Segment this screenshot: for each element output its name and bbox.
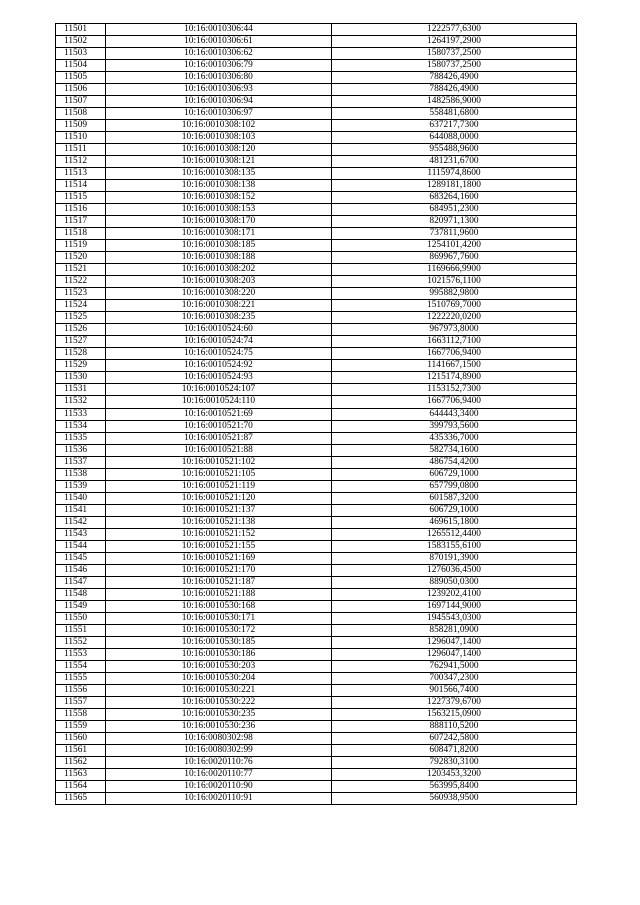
table-row — [56, 120, 577, 132]
table-row — [56, 276, 577, 288]
cadastral-number-cell: 10:16:0010306:80 — [106, 72, 332, 84]
cadastral-number-cell: 10:16:0010308:185 — [106, 240, 332, 252]
table-row — [56, 708, 577, 720]
row-number-cell: 11516 — [56, 204, 106, 216]
value-cell: 1945543,0300 — [332, 612, 577, 624]
table-row — [56, 672, 577, 684]
value-cell: 1254101,4200 — [332, 240, 577, 252]
table-row — [56, 216, 577, 228]
table-row — [56, 540, 577, 552]
value-cell: 1289181,1800 — [332, 180, 577, 192]
table-row — [56, 756, 577, 768]
value-cell: 1667706,9400 — [332, 396, 577, 408]
row-number-cell: 11540 — [56, 492, 106, 504]
row-number-cell: 11512 — [56, 156, 106, 168]
table-row — [56, 192, 577, 204]
value-cell: 1115974,8600 — [332, 168, 577, 180]
table-row — [56, 600, 577, 612]
cadastral-number-cell: 10:16:0020110:77 — [106, 768, 332, 780]
row-number-cell: 11506 — [56, 84, 106, 96]
cadastral-number-cell: 10:16:0010524:74 — [106, 336, 332, 348]
row-number-cell: 11535 — [56, 432, 106, 444]
row-number-cell: 11563 — [56, 768, 106, 780]
cadastral-number-cell: 10:16:0010521:188 — [106, 588, 332, 600]
table-row — [56, 480, 577, 492]
value-cell: 1153152,7300 — [332, 384, 577, 396]
row-number-cell: 11549 — [56, 600, 106, 612]
table-row — [56, 288, 577, 300]
cadastral-number-cell: 10:16:0020110:90 — [106, 780, 332, 792]
row-number-cell: 11544 — [56, 540, 106, 552]
value-cell: 820971,1300 — [332, 216, 577, 228]
value-cell: 606729,1000 — [332, 468, 577, 480]
value-cell: 1203453,3200 — [332, 768, 577, 780]
value-cell: 1227379,6700 — [332, 696, 577, 708]
row-number-cell: 11531 — [56, 384, 106, 396]
table-row — [56, 516, 577, 528]
cadastral-number-cell: 10:16:0010306:93 — [106, 84, 332, 96]
value-cell: 1215174,8900 — [332, 372, 577, 384]
row-number-cell: 11546 — [56, 564, 106, 576]
cadastral-number-cell: 10:16:0010530:222 — [106, 696, 332, 708]
row-number-cell: 11548 — [56, 588, 106, 600]
row-number-cell: 11547 — [56, 576, 106, 588]
cadastral-number-cell: 10:16:0010306:44 — [106, 24, 332, 36]
row-number-cell: 11509 — [56, 120, 106, 132]
cadastral-number-cell: 10:16:0010308:171 — [106, 228, 332, 240]
row-number-cell: 11561 — [56, 744, 106, 756]
cadastral-number-cell: 10:16:0020110:76 — [106, 756, 332, 768]
cadastral-number-cell: 10:16:0080302:99 — [106, 744, 332, 756]
value-cell: 1697144,9000 — [332, 600, 577, 612]
cadastral-number-cell: 10:16:0080302:98 — [106, 732, 332, 744]
value-cell: 608471,8200 — [332, 744, 577, 756]
row-number-cell: 11528 — [56, 348, 106, 360]
row-number-cell: 11503 — [56, 48, 106, 60]
row-number-cell: 11533 — [56, 408, 106, 420]
row-number-cell: 11539 — [56, 480, 106, 492]
value-cell: 1239202,4100 — [332, 588, 577, 600]
row-number-cell: 11513 — [56, 168, 106, 180]
value-cell: 1276036,4500 — [332, 564, 577, 576]
table-row — [56, 660, 577, 672]
cadastral-number-cell: 10:16:0010521:169 — [106, 552, 332, 564]
value-cell: 1169666,9900 — [332, 264, 577, 276]
cadastral-number-cell: 10:16:0010308:102 — [106, 120, 332, 132]
row-number-cell: 11529 — [56, 360, 106, 372]
cadastral-number-cell: 10:16:0010308:152 — [106, 192, 332, 204]
table-row — [56, 300, 577, 312]
value-cell: 481231,6700 — [332, 156, 577, 168]
value-cell: 582734,1600 — [332, 444, 577, 456]
value-cell: 657799,0800 — [332, 480, 577, 492]
value-cell: 1021576,1100 — [332, 276, 577, 288]
row-number-cell: 11554 — [56, 660, 106, 672]
table-row — [56, 432, 577, 444]
table-row — [56, 528, 577, 540]
value-cell: 1296047,1400 — [332, 648, 577, 660]
cadastral-number-cell: 10:16:0010530:168 — [106, 600, 332, 612]
value-cell: 1222220,0200 — [332, 312, 577, 324]
cadastral-number-cell: 10:16:0010530:203 — [106, 660, 332, 672]
cadastral-number-cell: 10:16:0010306:61 — [106, 36, 332, 48]
cadastral-number-cell: 10:16:0010308:121 — [106, 156, 332, 168]
value-cell: 1222577,6300 — [332, 24, 577, 36]
table-row — [56, 793, 577, 805]
value-cell: 1583155,6100 — [332, 540, 577, 552]
cadastral-number-cell: 10:16:0010521:119 — [106, 480, 332, 492]
cadastral-number-cell: 10:16:0010521:155 — [106, 540, 332, 552]
table-row — [56, 768, 577, 780]
value-cell: 1482586,9000 — [332, 96, 577, 108]
row-number-cell: 11541 — [56, 504, 106, 516]
table-row — [56, 168, 577, 180]
value-cell: 869967,7600 — [332, 252, 577, 264]
cadastral-number-cell: 10:16:0010530:204 — [106, 672, 332, 684]
table-row — [56, 48, 577, 60]
row-number-cell: 11505 — [56, 72, 106, 84]
cadastral-number-cell: 10:16:0010530:171 — [106, 612, 332, 624]
row-number-cell: 11553 — [56, 648, 106, 660]
table-body — [56, 24, 577, 805]
row-number-cell: 11502 — [56, 36, 106, 48]
table-row — [56, 36, 577, 48]
table-row — [56, 156, 577, 168]
value-cell: 1563215,0900 — [332, 708, 577, 720]
value-cell: 486754,4200 — [332, 456, 577, 468]
data-table — [55, 23, 577, 805]
table-row — [56, 552, 577, 564]
row-number-cell: 11545 — [56, 552, 106, 564]
row-number-cell: 11519 — [56, 240, 106, 252]
table-row — [56, 252, 577, 264]
value-cell: 889050,0300 — [332, 576, 577, 588]
cadastral-number-cell: 10:16:0010308:120 — [106, 144, 332, 156]
value-cell: 901566,7400 — [332, 684, 577, 696]
row-number-cell: 11552 — [56, 636, 106, 648]
value-cell: 995882,9800 — [332, 288, 577, 300]
cadastral-number-cell: 10:16:0010308:153 — [106, 204, 332, 216]
row-number-cell: 11538 — [56, 468, 106, 480]
table-row — [56, 636, 577, 648]
table-row — [56, 624, 577, 636]
table-row — [56, 204, 577, 216]
value-cell: 644088,0000 — [332, 132, 577, 144]
table-row — [56, 456, 577, 468]
cadastral-number-cell: 10:16:0010306:62 — [106, 48, 332, 60]
value-cell: 469615,1800 — [332, 516, 577, 528]
table-row — [56, 780, 577, 792]
row-number-cell: 11504 — [56, 60, 106, 72]
cadastral-number-cell: 10:16:0010521:102 — [106, 456, 332, 468]
cadastral-number-cell: 10:16:0010530:185 — [106, 636, 332, 648]
row-number-cell: 11524 — [56, 300, 106, 312]
row-number-cell: 11559 — [56, 720, 106, 732]
value-cell: 737811,9600 — [332, 228, 577, 240]
table-row — [56, 720, 577, 732]
cadastral-number-cell: 10:16:0010530:235 — [106, 708, 332, 720]
table-row — [56, 696, 577, 708]
table-row — [56, 132, 577, 144]
table-row — [56, 420, 577, 432]
table-row — [56, 108, 577, 120]
cadastral-number-cell: 10:16:0010308:235 — [106, 312, 332, 324]
table-row — [56, 744, 577, 756]
cadastral-number-cell: 10:16:0010524:110 — [106, 396, 332, 408]
table-row — [56, 732, 577, 744]
row-number-cell: 11543 — [56, 528, 106, 540]
value-cell: 1663112,7100 — [332, 336, 577, 348]
table-row — [56, 84, 577, 96]
row-number-cell: 11565 — [56, 793, 106, 805]
value-cell: 637217,7300 — [332, 120, 577, 132]
row-number-cell: 11526 — [56, 324, 106, 336]
row-number-cell: 11521 — [56, 264, 106, 276]
value-cell: 955488,9600 — [332, 144, 577, 156]
value-cell: 1510769,7000 — [332, 300, 577, 312]
row-number-cell: 11536 — [56, 444, 106, 456]
table-row — [56, 348, 577, 360]
cadastral-number-cell: 10:16:0010524:75 — [106, 348, 332, 360]
table-row — [56, 312, 577, 324]
row-number-cell: 11558 — [56, 708, 106, 720]
cadastral-number-cell: 10:16:0010521:105 — [106, 468, 332, 480]
cadastral-number-cell: 10:16:0010306:79 — [106, 60, 332, 72]
value-cell: 1667706,9400 — [332, 348, 577, 360]
value-cell: 700347,2300 — [332, 672, 577, 684]
cadastral-number-cell: 10:16:0010308:170 — [106, 216, 332, 228]
table-row — [56, 564, 577, 576]
value-cell: 788426,4900 — [332, 84, 577, 96]
row-number-cell: 11527 — [56, 336, 106, 348]
row-number-cell: 11530 — [56, 372, 106, 384]
value-cell: 563995,8400 — [332, 780, 577, 792]
row-number-cell: 11564 — [56, 780, 106, 792]
table-row — [56, 228, 577, 240]
table-row — [56, 144, 577, 156]
table-row — [56, 24, 577, 36]
table-row — [56, 576, 577, 588]
cadastral-number-cell: 10:16:0010308:202 — [106, 264, 332, 276]
value-cell: 1580737,2500 — [332, 60, 577, 72]
cadastral-number-cell: 10:16:0010530:236 — [106, 720, 332, 732]
table-row — [56, 684, 577, 696]
table-row — [56, 492, 577, 504]
value-cell: 788426,4900 — [332, 72, 577, 84]
value-cell: 435336,7000 — [332, 432, 577, 444]
cadastral-number-cell: 10:16:0010306:94 — [106, 96, 332, 108]
row-number-cell: 11551 — [56, 624, 106, 636]
row-number-cell: 11508 — [56, 108, 106, 120]
row-number-cell: 11532 — [56, 396, 106, 408]
value-cell: 399793,5600 — [332, 420, 577, 432]
row-number-cell: 11555 — [56, 672, 106, 684]
row-number-cell: 11523 — [56, 288, 106, 300]
row-number-cell: 11518 — [56, 228, 106, 240]
table-row — [56, 612, 577, 624]
value-cell: 607242,5800 — [332, 732, 577, 744]
row-number-cell: 11501 — [56, 24, 106, 36]
cadastral-number-cell: 10:16:0010524:92 — [106, 360, 332, 372]
row-number-cell: 11542 — [56, 516, 106, 528]
cadastral-number-cell: 10:16:0010521:137 — [106, 504, 332, 516]
table-row — [56, 588, 577, 600]
row-number-cell: 11525 — [56, 312, 106, 324]
value-cell: 606729,1000 — [332, 504, 577, 516]
value-cell: 1296047,1400 — [332, 636, 577, 648]
cadastral-number-cell: 10:16:0010530:172 — [106, 624, 332, 636]
table-row — [56, 72, 577, 84]
cadastral-number-cell: 10:16:0010521:88 — [106, 444, 332, 456]
value-cell: 1141667,1500 — [332, 360, 577, 372]
cadastral-number-cell: 10:16:0020110:91 — [106, 793, 332, 805]
cadastral-number-cell: 10:16:0010530:221 — [106, 684, 332, 696]
cadastral-number-cell: 10:16:0010530:186 — [106, 648, 332, 660]
cadastral-number-cell: 10:16:0010521:138 — [106, 516, 332, 528]
value-cell: 1264197,2900 — [332, 36, 577, 48]
value-cell: 558481,6800 — [332, 108, 577, 120]
table-row — [56, 396, 577, 408]
cadastral-number-cell: 10:16:0010308:103 — [106, 132, 332, 144]
row-number-cell: 11515 — [56, 192, 106, 204]
table-row — [56, 408, 577, 420]
cadastral-number-cell: 10:16:0010308:220 — [106, 288, 332, 300]
table-row — [56, 372, 577, 384]
row-number-cell: 11514 — [56, 180, 106, 192]
row-number-cell: 11510 — [56, 132, 106, 144]
value-cell: 967973,8000 — [332, 324, 577, 336]
row-number-cell: 11507 — [56, 96, 106, 108]
cadastral-number-cell: 10:16:0010308:203 — [106, 276, 332, 288]
cadastral-number-cell: 10:16:0010308:221 — [106, 300, 332, 312]
cadastral-number-cell: 10:16:0010306:97 — [106, 108, 332, 120]
table-row — [56, 96, 577, 108]
value-cell: 684951,2300 — [332, 204, 577, 216]
cadastral-number-cell: 10:16:0010308:138 — [106, 180, 332, 192]
value-cell: 792830,3100 — [332, 756, 577, 768]
value-cell: 683264,1600 — [332, 192, 577, 204]
row-number-cell: 11562 — [56, 756, 106, 768]
cadastral-number-cell: 10:16:0010521:187 — [106, 576, 332, 588]
table-row — [56, 504, 577, 516]
row-number-cell: 11534 — [56, 420, 106, 432]
row-number-cell: 11560 — [56, 732, 106, 744]
row-number-cell: 11511 — [56, 144, 106, 156]
cadastral-number-cell: 10:16:0010521:87 — [106, 432, 332, 444]
row-number-cell: 11537 — [56, 456, 106, 468]
table-row — [56, 180, 577, 192]
value-cell: 601587,3200 — [332, 492, 577, 504]
row-number-cell: 11517 — [56, 216, 106, 228]
table-row — [56, 60, 577, 72]
value-cell: 560938,9500 — [332, 793, 577, 805]
cadastral-number-cell: 10:16:0010308:188 — [106, 252, 332, 264]
value-cell: 870191,3900 — [332, 552, 577, 564]
row-number-cell: 11550 — [56, 612, 106, 624]
row-number-cell: 11557 — [56, 696, 106, 708]
value-cell: 762941,5000 — [332, 660, 577, 672]
table-row — [56, 444, 577, 456]
table-row — [56, 468, 577, 480]
value-cell: 644443,3400 — [332, 408, 577, 420]
cadastral-number-cell: 10:16:0010521:70 — [106, 420, 332, 432]
table-row — [56, 648, 577, 660]
table-row — [56, 360, 577, 372]
table-row — [56, 240, 577, 252]
cadastral-number-cell: 10:16:0010521:120 — [106, 492, 332, 504]
value-cell: 1580737,2500 — [332, 48, 577, 60]
table-row — [56, 264, 577, 276]
row-number-cell: 11522 — [56, 276, 106, 288]
row-number-cell: 11520 — [56, 252, 106, 264]
table-row — [56, 336, 577, 348]
table-row — [56, 324, 577, 336]
value-cell: 1265512,4400 — [332, 528, 577, 540]
cadastral-number-cell: 10:16:0010521:152 — [106, 528, 332, 540]
row-number-cell: 11556 — [56, 684, 106, 696]
cadastral-number-cell: 10:16:0010521:170 — [106, 564, 332, 576]
value-cell: 858281,0900 — [332, 624, 577, 636]
cadastral-number-cell: 10:16:0010521:69 — [106, 408, 332, 420]
table-row — [56, 384, 577, 396]
cadastral-number-cell: 10:16:0010524:93 — [106, 372, 332, 384]
cadastral-number-cell: 10:16:0010524:107 — [106, 384, 332, 396]
cadastral-number-cell: 10:16:0010524:60 — [106, 324, 332, 336]
cadastral-number-cell: 10:16:0010308:135 — [106, 168, 332, 180]
value-cell: 888110,5200 — [332, 720, 577, 732]
